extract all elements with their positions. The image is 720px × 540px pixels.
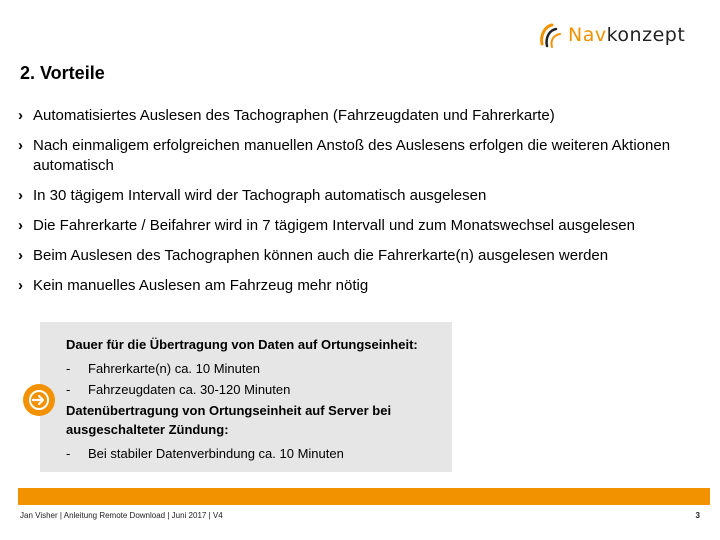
list-item	[66, 444, 451, 463]
slide-title: 2. Vorteile	[20, 63, 105, 83]
list-item-text: Fahrerkarte(n) ca. 10 Minuten	[88, 361, 260, 376]
logo-nav-text: Nav	[568, 24, 607, 46]
bullet-item	[18, 276, 708, 296]
chevron-right-icon: ›	[18, 247, 23, 264]
transfer-duration-heading: Dauer für die Übertragung von Daten auf Ortungseinheit:	[66, 337, 418, 352]
bullet-item	[18, 136, 708, 176]
list-item	[66, 359, 451, 378]
server-transfer-heading: Datenübertragung von Ortungseinheit auf Server bei ausgeschalteter Zündung:	[66, 403, 392, 437]
bullet-text: Automatisiertes Auslesen des Tachographen (Fahrzeugdaten und Fahrerkarte)	[33, 107, 555, 124]
advantages-list	[18, 106, 708, 306]
footer-text: Jan Visher | Anleitung Remote Download | Juni 2017 | V4	[20, 511, 223, 520]
navkonzept-logo	[538, 20, 685, 50]
arrow-right-icon	[23, 384, 55, 416]
bullet-item	[18, 246, 708, 266]
logo-wordmark	[568, 24, 685, 46]
chevron-right-icon: ›	[18, 107, 23, 124]
page-number: 3	[695, 511, 700, 520]
bullet-text: Nach einmaligem erfolgreichen manuellen Anstoß des Auslesens erfolgen die weiteren Aktionen automatisch	[33, 137, 671, 174]
bullet-text: Kein manuelles Auslesen am Fahrzeug mehr nötig	[33, 277, 369, 294]
chevron-right-icon: ›	[18, 217, 23, 234]
bullet-item	[18, 216, 708, 236]
chevron-right-icon: ›	[18, 137, 23, 154]
logo-konzept-text: konzept	[606, 24, 686, 46]
list-item-text: Bei stabiler Datenverbindung ca. 10 Minuten	[88, 446, 344, 461]
bullet-item	[18, 106, 708, 126]
bullet-text: Die Fahrerkarte / Beifahrer wird in 7 tägigem Intervall und zum Monatswechsel ausgelesen	[33, 217, 635, 234]
list-item-text: Fahrzeugdaten ca. 30-120 Minuten	[88, 382, 291, 397]
chevron-right-icon: ›	[18, 187, 23, 204]
dash-marker: -	[66, 361, 71, 376]
chevron-right-icon: ›	[18, 277, 23, 294]
navkonzept-logo-icon	[538, 22, 564, 48]
bullet-text: In 30 tägigem Intervall wird der Tachograph automatisch ausgelesen	[33, 187, 487, 204]
footer	[20, 511, 700, 520]
info-box-content	[66, 335, 451, 465]
dash-marker: -	[66, 446, 71, 461]
dash-marker: -	[66, 382, 71, 397]
bullet-text: Beim Auslesen des Tachographen können auch die Fahrerkarte(n) ausgelesen werden	[33, 247, 609, 264]
footer-accent-bar	[18, 488, 710, 505]
list-item	[66, 380, 451, 399]
bullet-item	[18, 186, 708, 206]
